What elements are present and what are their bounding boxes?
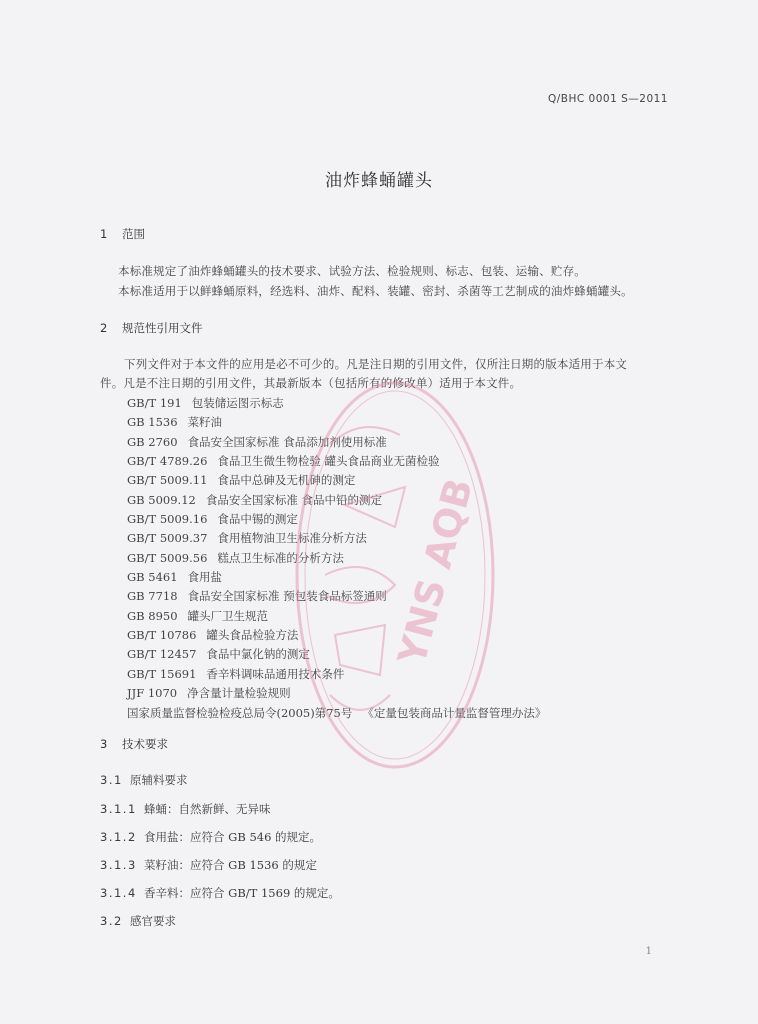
reference-item bbox=[127, 665, 546, 684]
requirement-3-1-4 bbox=[100, 885, 340, 901]
reference-name: 食品中氯化钠的测定 bbox=[206, 647, 310, 662]
reference-item bbox=[127, 471, 546, 490]
section-3-title: 技术要求 bbox=[122, 737, 168, 751]
requirement-3-1-1 bbox=[100, 801, 271, 817]
reference-code: GB/T 15691 bbox=[127, 666, 197, 681]
reference-item bbox=[127, 510, 546, 529]
requirement-number: 3.1.4 bbox=[100, 886, 137, 900]
reference-name: 食品安全国家标准 食品添加剂使用标准 bbox=[187, 434, 387, 449]
reference-item bbox=[127, 684, 546, 703]
reference-code: GB/T 10786 bbox=[127, 628, 197, 643]
reference-name: 食品中总砷及无机砷的测定 bbox=[217, 473, 356, 488]
section-1-heading bbox=[100, 226, 145, 242]
reference-name: 食用盐 bbox=[187, 570, 223, 585]
reference-code: GB 7718 bbox=[127, 589, 178, 604]
subsection-3-1-title: 原辅料要求 bbox=[130, 773, 188, 787]
section-1-number: 1 bbox=[100, 227, 108, 241]
reference-code: GB 5461 bbox=[127, 570, 178, 585]
reference-name: 糕点卫生标准的分析方法 bbox=[217, 550, 344, 565]
references-intro-line-1: 下列文件对于本文件的应用是必不可少的。凡是注日期的引用文件，仅所注日期的版本适用于本文 bbox=[124, 357, 628, 371]
reference-code: GB/T 5009.37 bbox=[127, 531, 208, 546]
section-1-title: 范围 bbox=[122, 227, 145, 241]
reference-name: 食用植物油卫生标准分析方法 bbox=[217, 531, 367, 546]
reference-item bbox=[127, 452, 546, 471]
reference-item bbox=[127, 413, 546, 432]
reference-item bbox=[127, 529, 546, 548]
scope-paragraph-2: 本标准适用于以鲜蜂蛹原料，经选料、油炸、配料、装罐、密封、杀菌等工艺制成的油炸蜂蛹罐头。 bbox=[118, 284, 633, 298]
section-2-number: 2 bbox=[100, 321, 108, 335]
section-2-heading bbox=[100, 320, 203, 336]
subsection-3-2-number: 3.2 bbox=[100, 914, 123, 928]
document-code: Q/BHC 0001 S—2011 bbox=[547, 93, 668, 105]
reference-name: 罐头食品检验方法 bbox=[206, 628, 299, 643]
reference-name: 食品卫生微生物检验 罐头食品商业无菌检验 bbox=[217, 454, 440, 469]
reference-item bbox=[127, 704, 546, 723]
section-3-heading bbox=[100, 736, 168, 752]
reference-name: 菜籽油 bbox=[187, 415, 223, 430]
reference-code: GB 8950 bbox=[127, 608, 178, 623]
scope-paragraph-1: 本标准规定了油炸蜂蛹罐头的技术要求、试验方法、检验规则、标志、包装、运输、贮存。 bbox=[118, 264, 586, 278]
reference-name: 食品安全国家标准 食品中铅的测定 bbox=[205, 492, 383, 507]
reference-item bbox=[127, 491, 546, 510]
reference-item bbox=[127, 587, 546, 606]
page-number: 1 bbox=[645, 946, 652, 957]
stamp-text: YNS AQB bbox=[389, 473, 482, 670]
reference-name: 《定量包装商品计量监督管理办法》 bbox=[362, 705, 547, 720]
subsection-3-1 bbox=[100, 772, 188, 788]
requirement-number: 3.1.1 bbox=[100, 802, 137, 816]
requirement-3-1-2 bbox=[100, 829, 321, 845]
requirement-text: 香辛料：应符合 GB/T 1569 的规定。 bbox=[144, 886, 340, 900]
requirement-text: 蜂蛹：自然新鲜、无异味 bbox=[144, 802, 271, 816]
reference-name: 食品中锡的测定 bbox=[217, 512, 298, 527]
reference-name: 罐头厂卫生规范 bbox=[187, 608, 269, 623]
requirement-number: 3.1.2 bbox=[100, 830, 137, 844]
reference-name: 食品安全国家标准 预包装食品标签通则 bbox=[187, 589, 387, 604]
references-intro-line-2: 件。凡是不注日期的引用文件，其最新版本（包括所有的修改单）适用于本文件。 bbox=[100, 376, 522, 390]
reference-code: GB/T 12457 bbox=[127, 647, 197, 662]
requirement-text: 食用盐：应符合 GB 546 的规定。 bbox=[144, 830, 322, 844]
reference-code: GB 2760 bbox=[127, 434, 178, 449]
reference-item bbox=[127, 626, 546, 645]
reference-name: 包装储运图示标志 bbox=[191, 396, 284, 410]
requirement-text: 菜籽油：应符合 GB 1536 的规定 bbox=[144, 858, 317, 872]
reference-list bbox=[127, 394, 546, 723]
requirement-number: 3.1.3 bbox=[100, 858, 137, 872]
reference-item bbox=[127, 433, 546, 452]
section-3-number: 3 bbox=[100, 737, 108, 751]
requirement-3-1-3 bbox=[100, 857, 317, 873]
document-title: 油炸蜂蛹罐头 bbox=[325, 171, 433, 191]
reference-item bbox=[127, 568, 546, 587]
reference-code: GB 5009.12 bbox=[127, 492, 196, 507]
reference-code: GB/T 5009.11 bbox=[127, 473, 208, 488]
reference-code: GB/T 5009.16 bbox=[127, 512, 208, 527]
reference-item bbox=[127, 549, 546, 568]
reference-item bbox=[127, 607, 546, 626]
subsection-3-2 bbox=[100, 913, 176, 929]
reference-name: 净含量计量检验规则 bbox=[187, 686, 291, 701]
reference-code: 国家质量监督检验检疫总局令(2005)第75号 bbox=[127, 705, 353, 720]
reference-code: GB/T 191 bbox=[127, 396, 182, 410]
reference-code: GB 1536 bbox=[127, 415, 178, 430]
reference-name: 香辛料调味品通用技术条件 bbox=[206, 666, 345, 681]
section-2-title: 规范性引用文件 bbox=[122, 321, 203, 335]
reference-code: GB/T 4789.26 bbox=[127, 454, 208, 469]
reference-item bbox=[127, 394, 546, 413]
subsection-3-2-title: 感官要求 bbox=[130, 914, 176, 928]
reference-code: JJF 1070 bbox=[127, 686, 178, 701]
reference-item bbox=[127, 645, 546, 664]
reference-code: GB/T 5009.56 bbox=[127, 550, 208, 565]
subsection-3-1-number: 3.1 bbox=[100, 773, 123, 787]
